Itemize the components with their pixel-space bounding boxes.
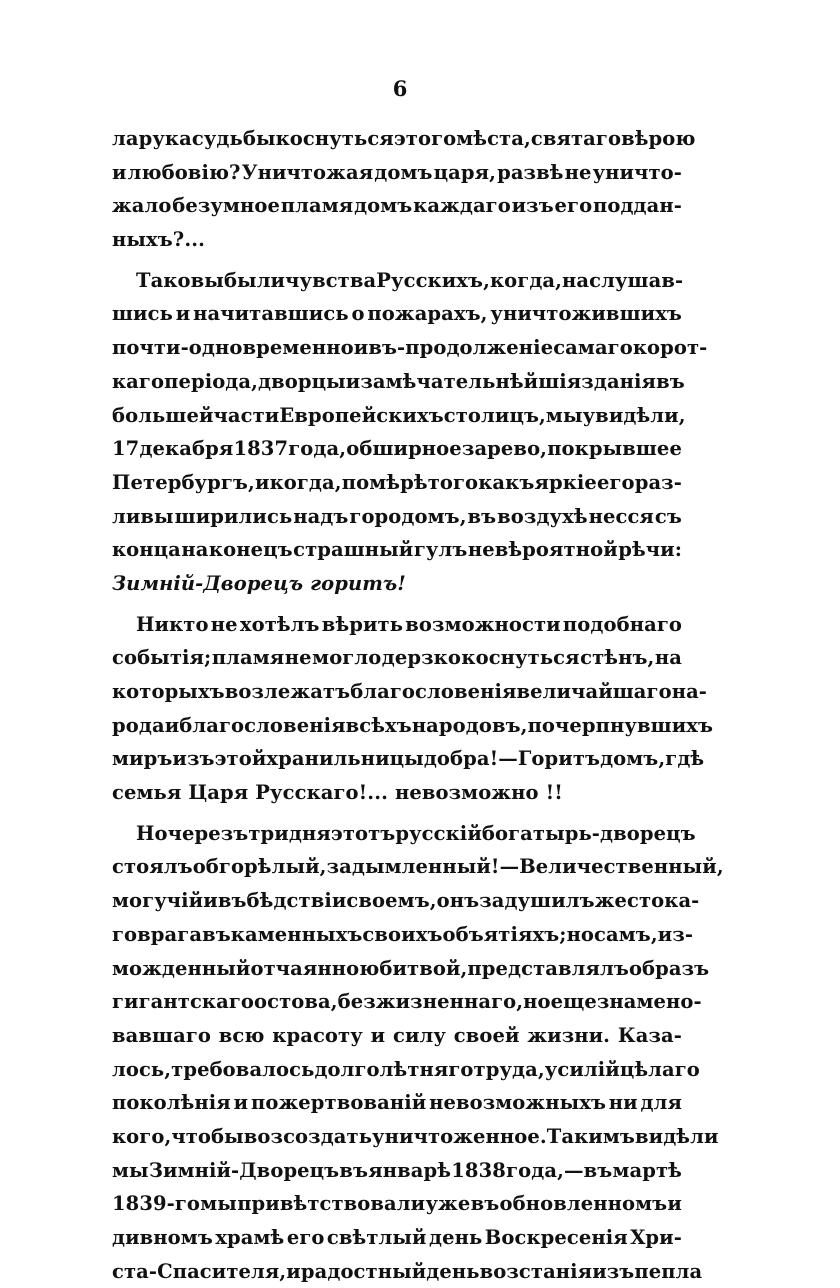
word: всѣхъ [345, 713, 412, 737]
word: раз- [634, 470, 682, 494]
word: привѣтствовали [237, 1192, 426, 1216]
word: представлялъ [467, 956, 629, 980]
word: силу [392, 1023, 446, 1047]
word: пепла [634, 1259, 703, 1283]
word: святаго [530, 127, 622, 150]
word: день [426, 1259, 480, 1283]
word: Хри- [630, 1226, 682, 1249]
text-line [112, 608, 682, 642]
word: красоту [272, 1023, 363, 1047]
text-line [112, 331, 708, 365]
word: дерзко [381, 646, 461, 670]
text-line [112, 1120, 719, 1154]
word: могучій [112, 889, 204, 913]
word: отчаянною [250, 956, 380, 980]
text-line [112, 675, 708, 709]
text-line [112, 709, 714, 743]
word: черезъ [167, 821, 249, 845]
word: зарево, [461, 437, 548, 461]
word: конца [112, 538, 181, 562]
word: рука [138, 127, 192, 150]
word: и [667, 1192, 682, 1216]
word: поколѣнія [112, 1091, 231, 1115]
word: не [210, 612, 238, 636]
text-line [112, 156, 682, 190]
word: остова, [254, 990, 338, 1014]
word: судьбы [191, 127, 276, 150]
word: воздухѣ [497, 504, 588, 528]
word: для [640, 1091, 682, 1115]
word: вѣрою [621, 127, 696, 150]
word: того [427, 470, 479, 494]
word: не [284, 646, 312, 670]
word: конецъ [208, 538, 293, 562]
word: домъ [374, 160, 433, 184]
word: 1838 [451, 1158, 506, 1182]
word: въ [339, 1158, 369, 1182]
word: Русскихъ, [376, 268, 490, 292]
word: изъ [172, 747, 215, 771]
word: могло [312, 646, 382, 670]
text-line [112, 500, 682, 534]
word: из- [657, 922, 694, 946]
text-line [112, 1019, 682, 1053]
word: невѣроятной [467, 538, 618, 562]
word: домъ, [600, 747, 666, 771]
word: съ [654, 504, 682, 528]
word: долголѣтняго [314, 1057, 474, 1081]
word: горитъ! [310, 571, 406, 595]
word: изъ [592, 1259, 635, 1283]
text-line [112, 122, 696, 156]
word: поддан- [592, 194, 682, 218]
word: въ [656, 369, 685, 393]
word: дня [288, 821, 331, 845]
word: Каза- [617, 1023, 682, 1047]
word: Царя [188, 781, 249, 805]
word: царя, [433, 160, 497, 184]
text-line [112, 817, 696, 851]
word: миръ [112, 747, 173, 771]
word: уничто- [592, 160, 682, 184]
word: дивномъ [112, 1226, 213, 1249]
word: возможности [405, 612, 561, 636]
word: народовъ, [411, 713, 528, 737]
word: почти-одновременно [112, 336, 354, 360]
word: его [596, 470, 635, 494]
word: въ-продолженіе [368, 336, 554, 360]
word: 17 [112, 437, 140, 461]
word: шись [112, 302, 173, 326]
word: возстанія [479, 1259, 593, 1283]
word: Зимній-Дворецъ [148, 1158, 340, 1182]
word: гулъ [413, 538, 468, 562]
word: образъ [628, 956, 710, 980]
word: требовалось [171, 1057, 315, 1081]
word: подобнаго [562, 612, 682, 636]
text-line [112, 1154, 682, 1188]
word: событія; [112, 646, 212, 670]
word: чтобы [171, 1124, 244, 1148]
word: хранильницы [266, 747, 424, 771]
word: видѣли [634, 1124, 719, 1148]
text-line [112, 189, 682, 223]
word: и [164, 713, 180, 737]
word: невозможно [394, 781, 539, 805]
word: періода, [164, 369, 259, 393]
word: Никто [136, 612, 209, 636]
text-line [112, 365, 685, 399]
word: Но [136, 821, 168, 845]
word: въ [217, 889, 247, 913]
word: въ [202, 922, 231, 946]
word: мѣрѣ [369, 470, 428, 494]
text-line [112, 533, 682, 567]
word: городомъ, [349, 504, 467, 528]
text-line [112, 1255, 703, 1288]
text-line [112, 1221, 682, 1255]
word: зданія [581, 369, 657, 393]
word: когда, [269, 470, 342, 494]
word: го [112, 922, 138, 946]
word: въ [470, 1192, 500, 1216]
word: мы [545, 403, 583, 427]
word: Такимъ [546, 1124, 635, 1148]
word: чувства [285, 268, 377, 292]
word: !! [545, 781, 563, 805]
word: но [523, 990, 551, 1014]
word: когда, [489, 268, 563, 292]
word: этой [214, 747, 267, 771]
word: коснуться [275, 127, 394, 150]
word: задушилъ [479, 889, 595, 913]
word: мы [200, 1192, 237, 1216]
word: добра!—Горитъ [423, 747, 601, 771]
word: не [564, 160, 592, 184]
word: изъ [511, 194, 554, 218]
text-line [112, 918, 694, 952]
word: Воскресенія [484, 1226, 628, 1249]
page-number: 6 [392, 76, 408, 101]
word: въ [467, 504, 497, 528]
word: день [429, 1226, 483, 1249]
word: свѣтлый [326, 1226, 427, 1249]
word: Европейскихъ [279, 403, 444, 427]
word: возлежатъ [224, 680, 351, 703]
word: и [254, 470, 270, 494]
word: начитавшись [193, 302, 349, 326]
word: надъ [293, 504, 349, 528]
text-line [112, 641, 682, 675]
word: дворцы [258, 369, 346, 393]
text-line [112, 884, 700, 918]
text-line [112, 850, 724, 884]
word: ста-Спасителя, [112, 1259, 287, 1283]
word: его [286, 1226, 325, 1249]
body-text [112, 122, 724, 1288]
word: которыхъ [112, 680, 225, 703]
word: года, [288, 437, 347, 461]
word: каждаго [413, 194, 511, 218]
word: и [345, 369, 361, 393]
word: безжизненнаго, [337, 990, 524, 1014]
text-line [112, 1053, 700, 1087]
word: возсоздать [243, 1124, 373, 1148]
word: бѣдствіи [246, 889, 347, 913]
word: лось, [112, 1057, 172, 1081]
word: Зимній-Дворецъ [112, 571, 304, 595]
word: цѣлаго [619, 1057, 700, 1081]
word: ливы [112, 504, 174, 528]
word: радостный [300, 1259, 427, 1283]
text-line [112, 466, 682, 500]
word: обновленномъ [499, 1192, 668, 1216]
word: невозможныхъ [429, 1091, 606, 1115]
word: обгорѣлый, [192, 855, 327, 879]
word: замѣчательнѣйшія [360, 369, 582, 393]
word: пламя [211, 646, 285, 670]
word: рода [112, 713, 165, 737]
word: задымленный!—Величественный, [326, 855, 724, 879]
word: гдѣ [665, 747, 705, 771]
word: ла [112, 127, 139, 150]
word: своемъ, [346, 889, 437, 913]
word: обширное [346, 437, 462, 461]
word: богатырь-дворецъ [481, 821, 696, 845]
word: пожертвованій [251, 1091, 427, 1115]
word: по [341, 470, 370, 494]
word: но [566, 922, 595, 946]
word: яркіе [534, 470, 597, 494]
word: битвой, [379, 956, 468, 980]
word: своей [453, 1023, 520, 1047]
text-line [112, 1187, 682, 1221]
word: почерпнувшихъ [527, 713, 714, 737]
word: вавшаго [112, 1023, 211, 1047]
word: на [654, 646, 682, 670]
word: 1837 [233, 437, 289, 461]
word: хотѣлъ [239, 612, 320, 636]
word: его [554, 194, 593, 218]
word: ширились [174, 504, 293, 528]
word: храмѣ [215, 1226, 285, 1249]
word: благословенія [179, 713, 346, 737]
word: о [351, 302, 365, 326]
word: январѣ [368, 1158, 452, 1182]
word: какъ [478, 470, 535, 494]
word: онъ [436, 889, 480, 913]
word: стѣнъ, [580, 646, 655, 670]
word: и [112, 160, 127, 184]
word: развѣ [497, 160, 564, 184]
word: декабря [139, 437, 234, 461]
word: кого, [112, 1124, 172, 1148]
word: коснуться [461, 646, 580, 670]
word: жизни. [527, 1023, 611, 1047]
text-line [112, 223, 682, 257]
word: и [175, 302, 191, 326]
word: этотъ [330, 821, 396, 845]
word: мѣста, [456, 127, 531, 150]
word: несся [588, 504, 654, 528]
word: русскій [395, 821, 482, 845]
word: уже [425, 1192, 471, 1216]
word: знамено- [596, 990, 702, 1014]
word: благословенія [350, 680, 517, 703]
word: и [203, 889, 218, 913]
word: каменныхъ [230, 922, 363, 946]
word: три [248, 821, 289, 845]
word: наслушав- [562, 268, 684, 292]
word: можденный [112, 956, 251, 980]
word: и [233, 1091, 249, 1115]
word: и [370, 1023, 386, 1047]
word: врага [137, 922, 203, 946]
word: большей [112, 403, 214, 427]
text-line [112, 432, 682, 466]
text-line [112, 1086, 682, 1120]
word: жало [112, 194, 172, 218]
word: самъ, [594, 922, 658, 946]
word: 1839-го [112, 1192, 201, 1216]
word: любовію? [127, 160, 241, 184]
text-line [112, 567, 682, 601]
word: жестока- [594, 889, 700, 913]
word: пламя [280, 194, 354, 218]
text-line [112, 776, 682, 810]
word: пожарахъ, [367, 302, 488, 326]
word: еще [550, 990, 597, 1014]
word: года,—въ [506, 1158, 613, 1182]
word: самаго [553, 336, 633, 360]
word: рѣчи: [618, 538, 682, 562]
word: Таковы [136, 268, 224, 292]
word: безумное [172, 194, 281, 218]
word: ныхъ?... [112, 228, 205, 252]
word: были [223, 268, 286, 292]
word: своихъ [362, 922, 443, 946]
text-line [112, 264, 682, 298]
word: каго [112, 369, 165, 393]
word: увидѣли, [582, 403, 686, 427]
text-line [112, 952, 710, 986]
word: объятіяхъ; [442, 922, 567, 946]
word: части [213, 403, 280, 427]
word: и [353, 336, 369, 360]
word: страшный [293, 538, 414, 562]
word: всю [218, 1023, 265, 1047]
word: этого [393, 127, 457, 150]
word: величайшаго [516, 680, 672, 703]
word: семья [112, 781, 182, 805]
word: на [181, 538, 209, 562]
word: Русскаго!... [255, 781, 388, 805]
word: мы [112, 1158, 149, 1182]
word: вѣрить [321, 612, 404, 636]
word: уничтожившихъ [490, 302, 682, 326]
word: домъ [354, 194, 413, 218]
word: покрывшее [547, 437, 682, 461]
word: стоялъ [112, 855, 193, 879]
text-line [112, 399, 686, 433]
word: Петербургъ, [112, 470, 255, 494]
text-line [112, 297, 682, 331]
word: труда, [473, 1057, 545, 1081]
word: мартѣ [612, 1158, 682, 1182]
word: уничтоженное. [372, 1124, 547, 1148]
word: столицъ, [443, 403, 546, 427]
word: гигантскаго [112, 990, 254, 1014]
word: Уничтожая [241, 160, 374, 184]
word: усилій [544, 1057, 620, 1081]
word: на- [671, 680, 708, 703]
text-line [112, 742, 705, 776]
word: и [286, 1259, 301, 1283]
text-line [112, 985, 702, 1019]
word: корот- [632, 336, 708, 360]
word: ни [608, 1091, 638, 1115]
